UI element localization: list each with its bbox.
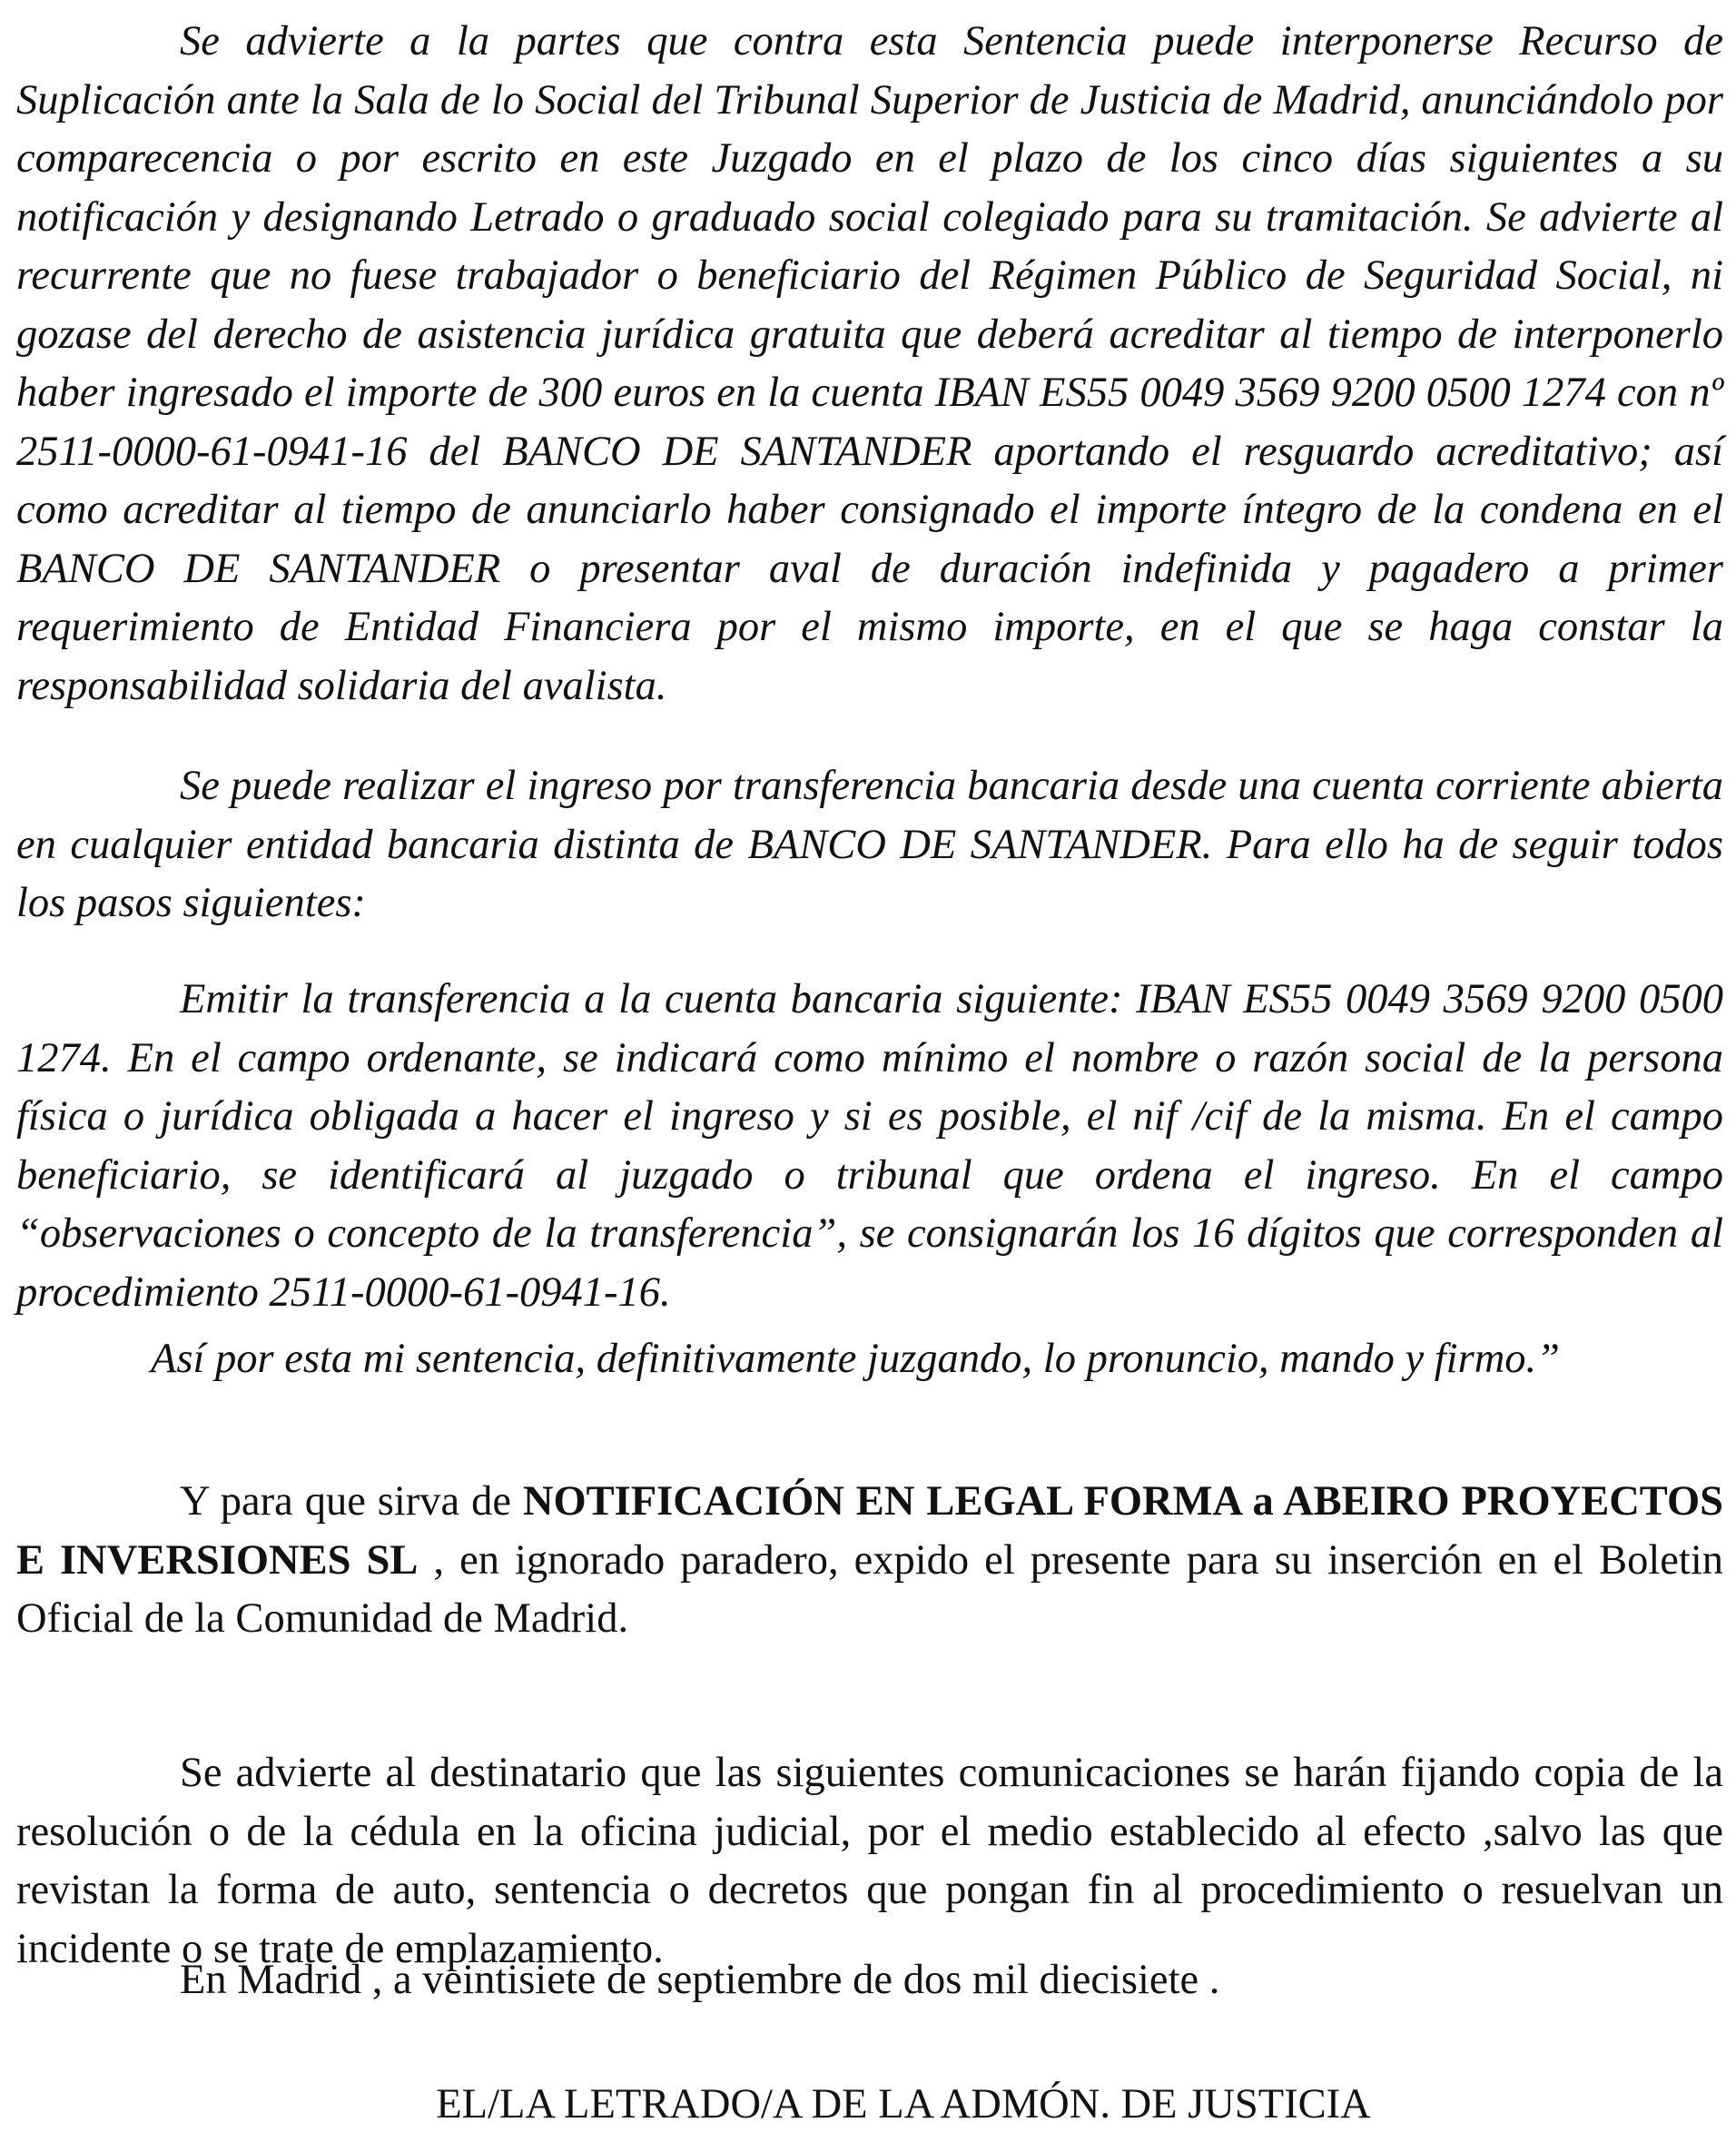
place-date-line: En Madrid , a veintisiete de septiembre de dos mil diecisiete . — [180, 1957, 1220, 2003]
bank-transfer-intro-paragraph: Se puede realizar el ingreso por transferencia bancaria desde una cuenta corriente abierta en cualquier entidad bancaria distinta de BANCO DE SANTANDER. Para ello ha de seguir todos los pasos siguientes: — [16, 763, 1723, 926]
notification-text-end: , en ignorado paradero, expido el presente para su inserción en el Boletin Oficial de la Comunidad de Madrid. — [16, 1536, 1724, 1642]
notification-recipient: NOTIFICACIÓN EN LEGAL FORMA a ABEIRO PROYECTOS E INVERSIONES SL — [16, 1478, 1723, 1584]
signatory-title: EL/LA LETRADO/A DE LA ADMÓN. DE JUSTICIA — [436, 2081, 1371, 2127]
appeal-notice-paragraph: Se advierte a la partes que contra esta Sentencia puede interponerse Recurso de Suplicación ante la Sala de lo Social del Tribunal Superior de Justicia de Madrid, anunciándolo por comparecencia o por escrito en este Juzgado en el plazo de los cinco días siguientes a su notificación y designando Letrado o graduado social colegiado para su tramitación. Se advierte al recurrente que no fuese trabajador o beneficiario del Régimen Público de Seguridad Social, ni gozase del derecho de asistencia jurídica gratuita que deberá acreditar al tiempo de interponerlo haber ingresado el importe de 300 euros en la cuenta IBAN ES55 0049 3569 9200 0500 1274 con nº 2511-0000-61-0941-16 del BANCO DE SANTANDER aportando el resguardo acreditativo; así como acreditar al tiempo de anunciarlo haber consignado el importe íntegro de la condena en el BANCO DE SANTANDER o presentar aval de duración indefinida y pagadero a primer requerimiento de Entidad Financiera por el mismo importe, en el que se haga constar la responsabilidad solidaria del avalista. — [16, 18, 1723, 709]
sentence-closing-paragraph: Así por esta mi sentencia, definitivamente juzgando, lo pronuncio, mando y firmo.” — [151, 1336, 1561, 1382]
communications-warning-paragraph: Se advierte al destinatario que las siguientes comunicaciones se harán fijando copia de la resolución o de la cédula en la oficina judicial, por el medio establecido al efecto ,salvo las que revistan la forma de auto, sentencia o decretos que pongan fin al procedimiento o resuelvan un incidente o se trate de emplazamiento. — [16, 1750, 1723, 1972]
notification-paragraph — [16, 1473, 1723, 1649]
notification-text-start: Y para que sirva de — [180, 1478, 523, 1525]
transfer-instructions-paragraph: Emitir la transferencia a la cuenta bancaria siguiente: IBAN ES55 0049 3569 9200 0500 1274. En el campo ordenante, se indicará como mínimo el nombre o razón social de la persona física o jurídica obligada a hacer el ingreso y si es posible, el nif /cif de la misma. En el campo beneficiario, se identificará al juzgado o tribunal que ordena el ingreso. En el campo “observaciones o concepto de la transferencia”, se consignarán los 16 dígitos que corresponden al procedimiento 2511-0000-61-0941-16. — [16, 976, 1723, 1316]
